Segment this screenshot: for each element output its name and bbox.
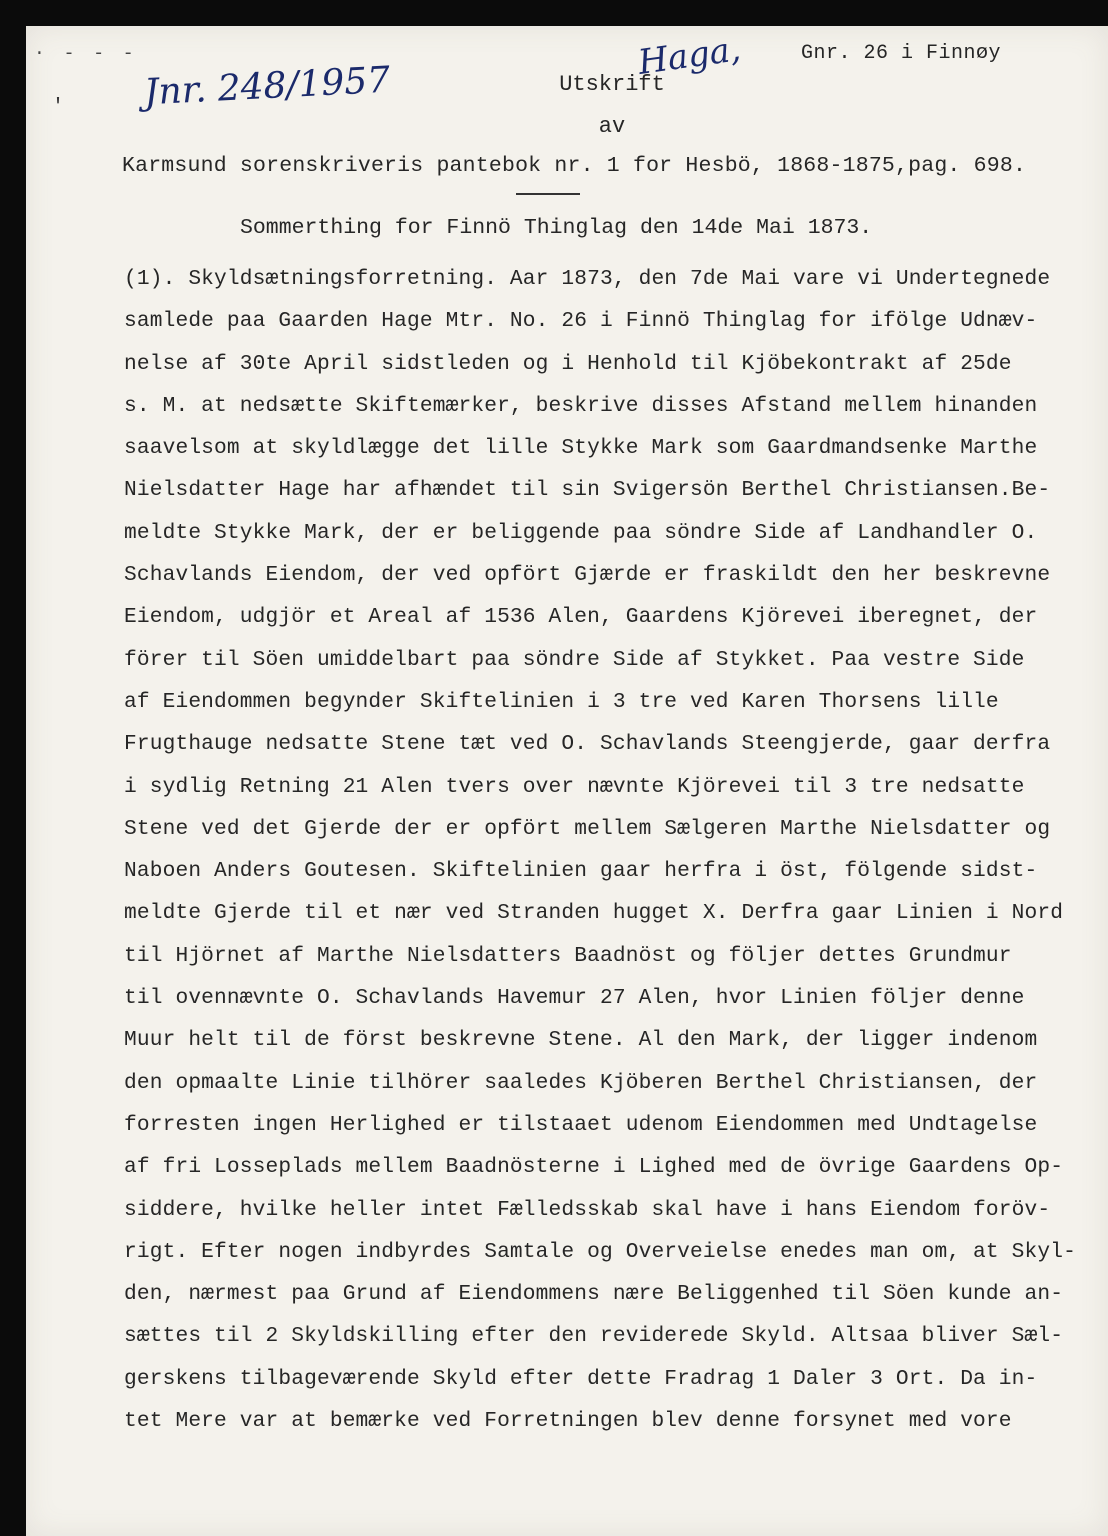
- margin-mark: ': [52, 96, 65, 119]
- body-line: gerskens tilbageværende Skyld efter dette Fradrag 1 Daler 3 Ort. Da in-: [124, 1366, 1038, 1391]
- body-line: sættes til 2 Skyldskilling efter den reviderede Skyld. Altsaa bliver Sæl-: [124, 1324, 1064, 1349]
- document-title: Utskrift: [559, 72, 665, 97]
- body-line: Nielsdatter Hage har afhændet til sin Svigersön Berthel Christiansen.Be-: [124, 478, 1051, 503]
- handwritten-farm-name: Haga,: [635, 29, 744, 83]
- body-line: Naboen Anders Goutesen. Skiftelinien gaar herfra i öst, fölgende sidst-: [124, 859, 1038, 884]
- body-line: Frugthauge nedsatte Stene tæt ved O. Schavlands Steengjerde, gaar derfra: [124, 732, 1051, 757]
- body-line: den opmaalte Linie tilhörer saaledes Kjöberen Berthel Christiansen, der: [124, 1070, 1038, 1095]
- body-line: den, nærmest paa Grund af Eiendommens nære Beliggenhed til Söen kunde an-: [124, 1282, 1064, 1307]
- body-line: tet Mere var at bemærke ved Forretningen blev denne forsynet med vore: [124, 1409, 1012, 1434]
- body-line: förer til Söen umiddelbart paa söndre Side af Stykket. Paa vestre Side: [124, 647, 1025, 672]
- session-heading: Sommerthing for Finnö Thinglag den 14de Mai 1873.: [240, 216, 873, 240]
- document-body: [124, 258, 1084, 1442]
- body-line: (1). Skyldsætningsforretning. Aar 1873, den 7de Mai vare vi Undertegnede: [124, 267, 1051, 291]
- body-line: siddere, hvilke heller intet Fælledsskab skal have i hans Eiendom foröv-: [124, 1197, 1051, 1222]
- body-line: i sydlig Retning 21 Alen tvers over nævnte Kjörevei til 3 tre nedsatte: [124, 774, 1025, 799]
- body-line: saavelsom at skyldlægge det lille Stykke Mark som Gaardmandsenke Marthe: [124, 436, 1038, 461]
- body-line: forresten ingen Herlighed er tilstaaet udenom Eiendommen med Undtagelse: [124, 1112, 1038, 1137]
- body-line: til Hjörnet af Marthe Nielsdatters Baadnöst og följer dettes Grundmur: [124, 943, 1012, 968]
- document-page: [26, 26, 1108, 1536]
- margin-dots: · - - -: [34, 44, 138, 64]
- body-line: Eiendom, udgjör et Areal af 1536 Alen, Gaardens Kjörevei iberegnet, der: [124, 605, 1038, 630]
- body-line: nelse af 30te April sidstleden og i Henhold til Kjöbekontrakt af 25de: [124, 351, 1012, 376]
- body-line: meldte Gjerde til et nær ved Stranden hugget X. Derfra gaar Linien i Nord: [124, 901, 1064, 926]
- body-line: af Eiendommen begynder Skiftelinien i 3 tre ved Karen Thorsens lille: [124, 689, 999, 714]
- handwritten-journal-number: Jnr. 248/1957: [143, 59, 392, 114]
- body-line: s. M. at nedsætte Skiftemærker, beskrive disses Afstand mellem hinanden: [124, 393, 1038, 418]
- body-line: Schavlands Eiendom, der ved opfört Gjærde er fraskildt den her beskrevne: [124, 563, 1051, 588]
- body-line: til ovennævnte O. Schavlands Havemur 27 Alen, hvor Linien följer denne: [124, 986, 1025, 1011]
- farm-reference: Gnr. 26 i Finnøy: [801, 42, 1002, 65]
- body-line: Stene ved det Gjerde der er opfört mellem Sælgeren Marthe Nielsdatter og: [124, 816, 1051, 841]
- title-divider: [516, 193, 580, 195]
- body-line: meldte Stykke Mark, der er beliggende paa söndre Side af Landhandler O.: [124, 520, 1038, 545]
- document-title-av: av: [598, 114, 626, 139]
- body-line: samlede paa Gaarden Hage Mtr. No. 26 i Finnö Thinglag for ifölge Udnæv-: [124, 309, 1038, 334]
- body-line: rigt. Efter nogen indbyrdes Samtale og Overveielse enedes man om, at Skyl-: [124, 1239, 1076, 1264]
- body-line: af fri Losseplads mellem Baadnösterne i Lighed med de övrige Gaardens Op-: [124, 1155, 1064, 1180]
- document-subtitle: Karmsund sorenskriveris pantebok nr. 1 for Hesbö, 1868-1875,pag. 698.: [122, 154, 1027, 178]
- body-line: Muur helt til de först beskrevne Stene. Al den Mark, der ligger indenom: [124, 1028, 1038, 1053]
